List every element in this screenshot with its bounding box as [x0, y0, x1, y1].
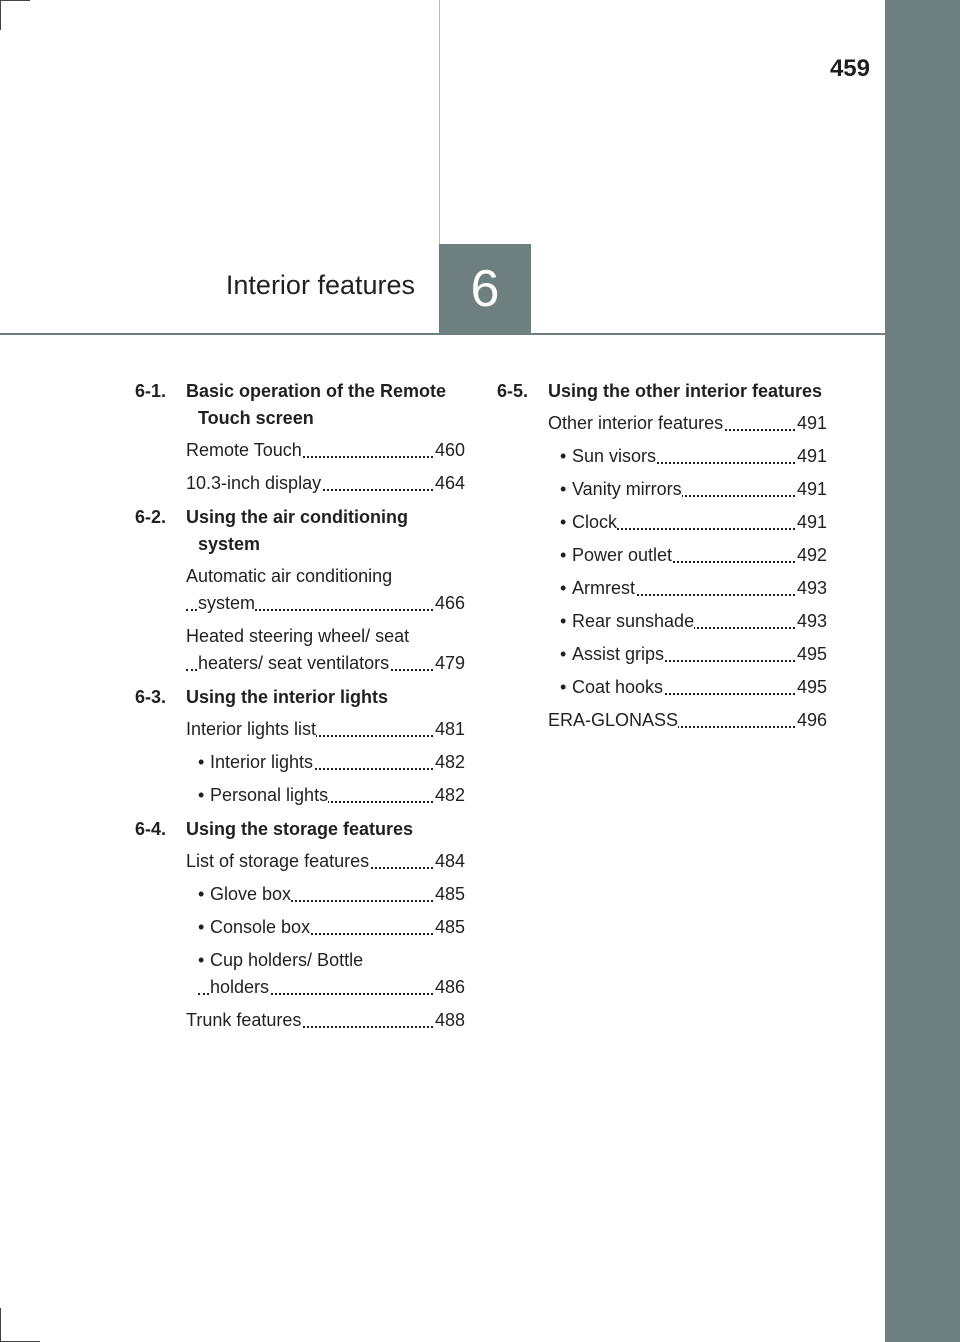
bullet-icon: •	[198, 914, 210, 941]
page-number: 459	[829, 55, 870, 82]
section-title: Basic operation of the Remote Touch screen	[186, 381, 447, 428]
toc-sub-entry[interactable]	[497, 674, 827, 701]
entry-page-number: 491	[795, 410, 827, 437]
entry-label: Power outlet	[572, 545, 673, 565]
bullet-icon: •	[560, 575, 572, 602]
entry-label: Armrest	[572, 578, 635, 598]
bullet-icon: •	[560, 542, 572, 569]
entry-page-number: 485	[433, 914, 465, 941]
toc-entry[interactable]	[135, 848, 465, 875]
entry-line	[186, 437, 465, 464]
header-divider-vertical	[439, 0, 440, 246]
entry-line	[186, 623, 465, 677]
crop-mark-bottom-left-v	[0, 1308, 1, 1342]
section-heading	[135, 684, 465, 711]
toc-sub-entry[interactable]	[497, 608, 827, 635]
section-number: 6-1.	[135, 381, 167, 401]
toc-sub-entry[interactable]	[135, 947, 465, 1001]
section-title: Using the air conditioning system	[186, 507, 408, 554]
toc-entry[interactable]	[135, 470, 465, 497]
entry-line	[560, 674, 827, 701]
entry-label: ERA-GLONASS	[548, 710, 679, 730]
entry-label: Rear sunshade	[572, 611, 695, 631]
entry-page-number: 491	[795, 509, 827, 536]
bullet-icon: •	[560, 641, 572, 668]
toc-section	[135, 504, 465, 677]
bullet-icon: •	[560, 608, 572, 635]
entry-line	[198, 881, 465, 908]
entry-page-number: 482	[433, 749, 465, 776]
entry-label: Coat hooks	[572, 677, 664, 697]
entry-label: Trunk features	[186, 1010, 302, 1030]
entry-page-number: 492	[795, 542, 827, 569]
entry-page-number: 460	[433, 437, 465, 464]
section-number: 6-5.	[497, 381, 529, 401]
entry-label: Sun visors	[572, 446, 657, 466]
entry-page-number: 484	[433, 848, 465, 875]
entry-page-number: 491	[795, 443, 827, 470]
toc-section	[135, 684, 465, 809]
entry-line	[560, 443, 827, 470]
entry-page-number: 482	[433, 782, 465, 809]
entry-label: Clock	[572, 512, 618, 532]
bullet-icon: •	[560, 674, 572, 701]
toc-entry[interactable]	[135, 1007, 465, 1034]
entry-label: Other interior features	[548, 413, 724, 433]
section-title: Using the other interior features	[548, 381, 823, 401]
entry-page-number: 493	[795, 608, 827, 635]
entry-line	[198, 947, 465, 1001]
toc-sub-entry[interactable]	[497, 443, 827, 470]
entry-label: Console box	[210, 917, 311, 937]
toc-sub-entry[interactable]	[497, 476, 827, 503]
toc-sub-entry[interactable]	[497, 641, 827, 668]
entry-label: Assist grips	[572, 644, 665, 664]
entry-page-number: 491	[795, 476, 827, 503]
entry-label: Automatic air conditioning system	[186, 566, 393, 613]
entry-label: 10.3-inch display	[186, 473, 322, 493]
entry-page-number: 486	[433, 974, 465, 1001]
section-heading	[135, 378, 465, 432]
toc-entry[interactable]	[135, 716, 465, 743]
entry-label: Vanity mirrors	[572, 479, 682, 499]
entry-line	[198, 914, 465, 941]
bullet-icon: •	[198, 749, 210, 776]
toc-section	[135, 378, 465, 497]
entry-page-number: 493	[795, 575, 827, 602]
section-heading	[135, 504, 465, 558]
entry-page-number: 496	[795, 707, 827, 734]
entry-page-number: 466	[433, 590, 465, 617]
entry-label: Cup holders/ Bottle holders	[210, 950, 364, 997]
section-heading	[497, 378, 827, 405]
entry-line	[560, 476, 827, 503]
crop-mark-top-left-v	[0, 0, 1, 30]
toc-section	[135, 816, 465, 1034]
entry-label: Interior lights	[210, 752, 314, 772]
toc-sub-entry[interactable]	[135, 782, 465, 809]
entry-label: List of storage features	[186, 851, 370, 871]
toc-sub-entry[interactable]	[135, 914, 465, 941]
entry-label: Remote Touch	[186, 440, 302, 460]
entry-label: Heated steering wheel/ seat heaters/ seat ventilators	[186, 626, 410, 673]
bullet-icon: •	[560, 443, 572, 470]
bullet-icon: •	[198, 782, 210, 809]
entry-line	[548, 707, 827, 734]
section-title: Using the storage features	[186, 819, 414, 839]
bullet-icon: •	[198, 881, 210, 908]
entry-page-number: 488	[433, 1007, 465, 1034]
section-heading	[135, 816, 465, 843]
entry-line	[560, 641, 827, 668]
entry-line	[560, 608, 827, 635]
entry-label: Interior lights list	[186, 719, 317, 739]
bullet-icon: •	[560, 509, 572, 536]
entry-line	[198, 782, 465, 809]
toc-entry[interactable]	[497, 707, 827, 734]
entry-line	[548, 410, 827, 437]
entry-line	[186, 1007, 465, 1034]
entry-line	[186, 848, 465, 875]
toc-sub-entry[interactable]	[135, 749, 465, 776]
entry-line	[198, 749, 465, 776]
section-number: 6-4.	[135, 819, 167, 839]
crop-mark-top-left-h	[0, 0, 30, 1]
toc-section	[497, 378, 827, 734]
entry-page-number: 495	[795, 674, 827, 701]
bullet-icon: •	[560, 476, 572, 503]
entry-label: Personal lights	[210, 785, 329, 805]
toc-right-column	[497, 378, 827, 741]
chapter-number: 6	[470, 260, 500, 318]
chapter-number-box	[439, 244, 531, 334]
toc-entry[interactable]	[135, 563, 465, 617]
entry-line	[186, 470, 465, 497]
entry-page-number: 485	[433, 881, 465, 908]
toc-sub-entry[interactable]	[497, 509, 827, 536]
chapter-title: Interior features	[225, 270, 415, 300]
toc-sub-entry[interactable]	[497, 575, 827, 602]
section-number: 6-2.	[135, 507, 167, 527]
toc-entry[interactable]	[135, 623, 465, 677]
bullet-icon: •	[198, 947, 210, 974]
toc-sub-entry[interactable]	[497, 542, 827, 569]
entry-label: Glove box	[210, 884, 292, 904]
entry-line	[186, 563, 465, 617]
entry-page-number: 464	[433, 470, 465, 497]
entry-page-number: 479	[433, 650, 465, 677]
toc-sub-entry[interactable]	[135, 881, 465, 908]
section-title: Using the interior lights	[186, 687, 389, 707]
entry-line	[186, 716, 465, 743]
toc-left-column	[135, 378, 465, 1041]
section-number: 6-3.	[135, 687, 167, 707]
chapter-side-tab	[885, 0, 960, 1342]
entry-line	[560, 575, 827, 602]
entry-line	[560, 509, 827, 536]
entry-line	[560, 542, 827, 569]
entry-page-number: 481	[433, 716, 465, 743]
toc-entry[interactable]	[135, 437, 465, 464]
entry-page-number: 495	[795, 641, 827, 668]
toc-entry[interactable]	[497, 410, 827, 437]
